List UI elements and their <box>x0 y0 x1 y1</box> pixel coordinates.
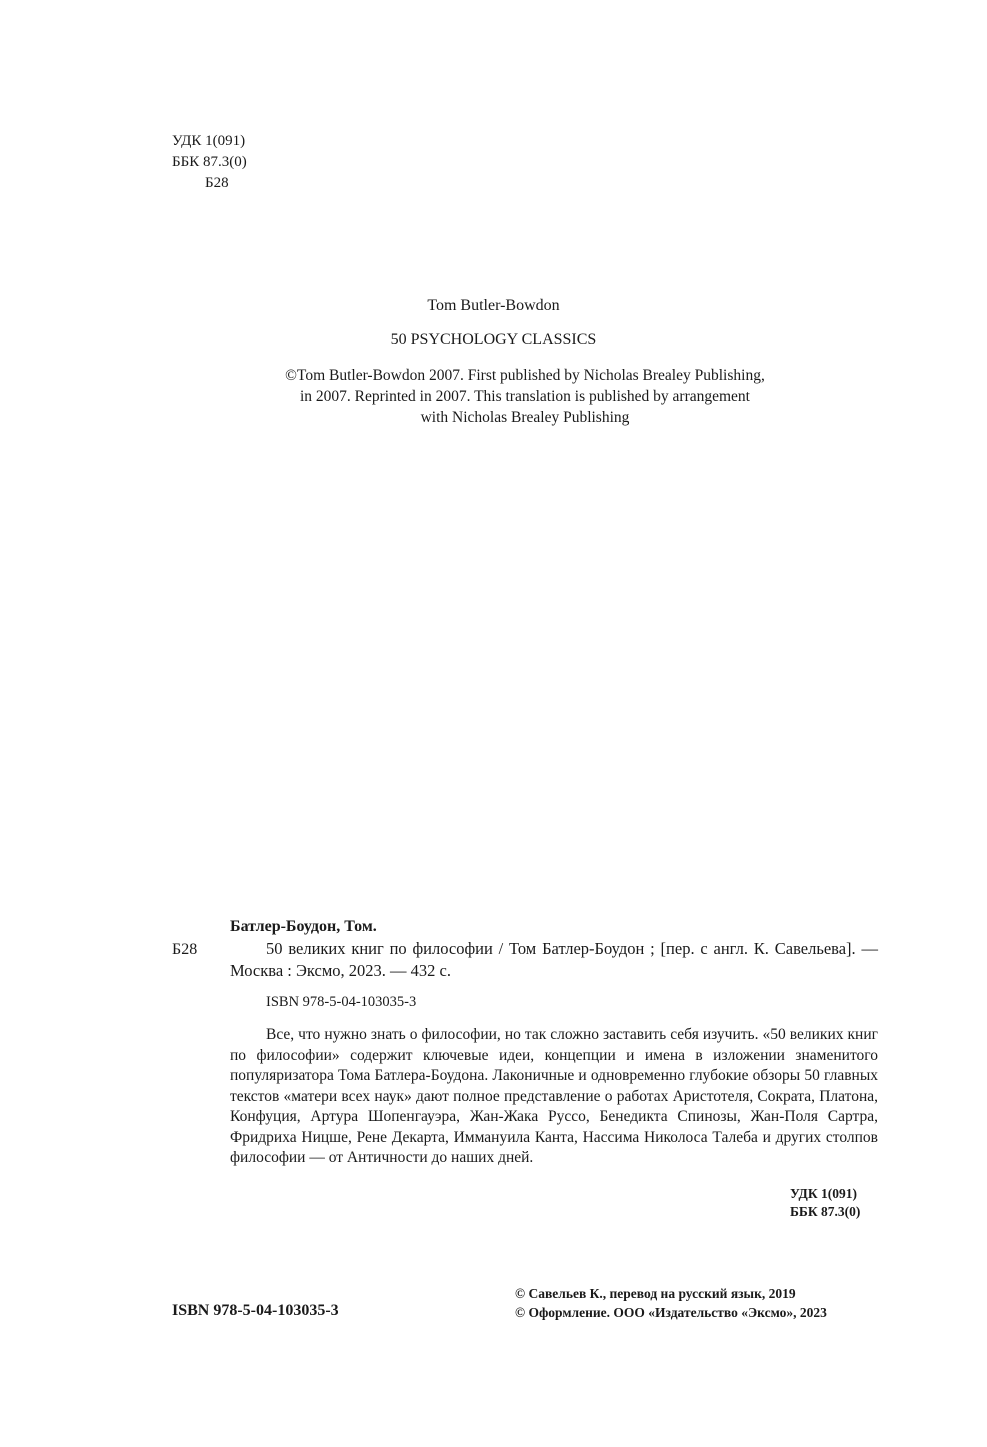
copyright-line: in 2007. Reprinted in 2007. This translation is published by arrangement <box>299 388 750 405</box>
credit-line: © Оформление. ООО «Издательство «Эксмо», 2023 <box>515 1305 827 1320</box>
top-classification-codes <box>172 131 247 194</box>
record-classification-codes <box>790 1185 860 1221</box>
original-title: 50 PSYCHOLOGY CLASSICS <box>390 331 597 348</box>
credit-line: © Савельев К., перевод на русский язык, 2019 <box>515 1286 796 1301</box>
original-author: Tom Butler-Bowdon <box>427 297 560 314</box>
record-bbk: ББК 87.3(0) <box>790 1204 861 1219</box>
footer-isbn: ISBN 978-5-04-103035-3 <box>172 1302 339 1319</box>
original-copyright <box>200 365 850 428</box>
annotation: Все, что нужно знать о философии, но так сложно заставить себя изучить. «50 великих книг по философии» содержит ключевые идеи, концепции и имена в изложении знаменитого популяризатора Тома Батлера-Боудона. Лаконичные и одновременно глубокие обзоры 50 главных текстов «матери всех наук» дают полное представление о работах Аристотеля, Сократа, Платона, Конфуция, Артура Шопенгауэра, Жан-Жака Руссо, Бенедикта Спинозы, Жан-Поля Сартра, Фридриха Ницше, Рене Декарта, Иммануила Канта, Нассима Николоса Талеба и других столпов философии — от Античности до наших дней. <box>230 1026 878 1166</box>
record-udk: УДК 1(091) <box>790 1186 857 1201</box>
record-isbn: ISBN 978-5-04-103035-3 <box>266 994 417 1010</box>
copyright-line: with Nicholas Brealey Publishing <box>420 409 630 426</box>
udk-code: УДК 1(091) <box>172 133 246 149</box>
author-sign: Б28 <box>205 175 229 191</box>
footer-credits <box>515 1284 827 1322</box>
copyright-line: ©Tom Butler-Bowdon 2007. First published by Nicholas Brealey Publishing, <box>285 367 765 384</box>
bbk-code: ББК 87.3(0) <box>172 154 247 170</box>
bibliographic-description: 50 великих книг по философии / Том Батлер-Боудон ; [пер. с англ. К. Савельева]. — Москва : Эксмо, 2023. — 432 с. <box>230 939 878 980</box>
record-author-heading: Батлер-Боудон, Том. <box>230 918 377 935</box>
record-author-sign: Б28 <box>172 941 198 958</box>
